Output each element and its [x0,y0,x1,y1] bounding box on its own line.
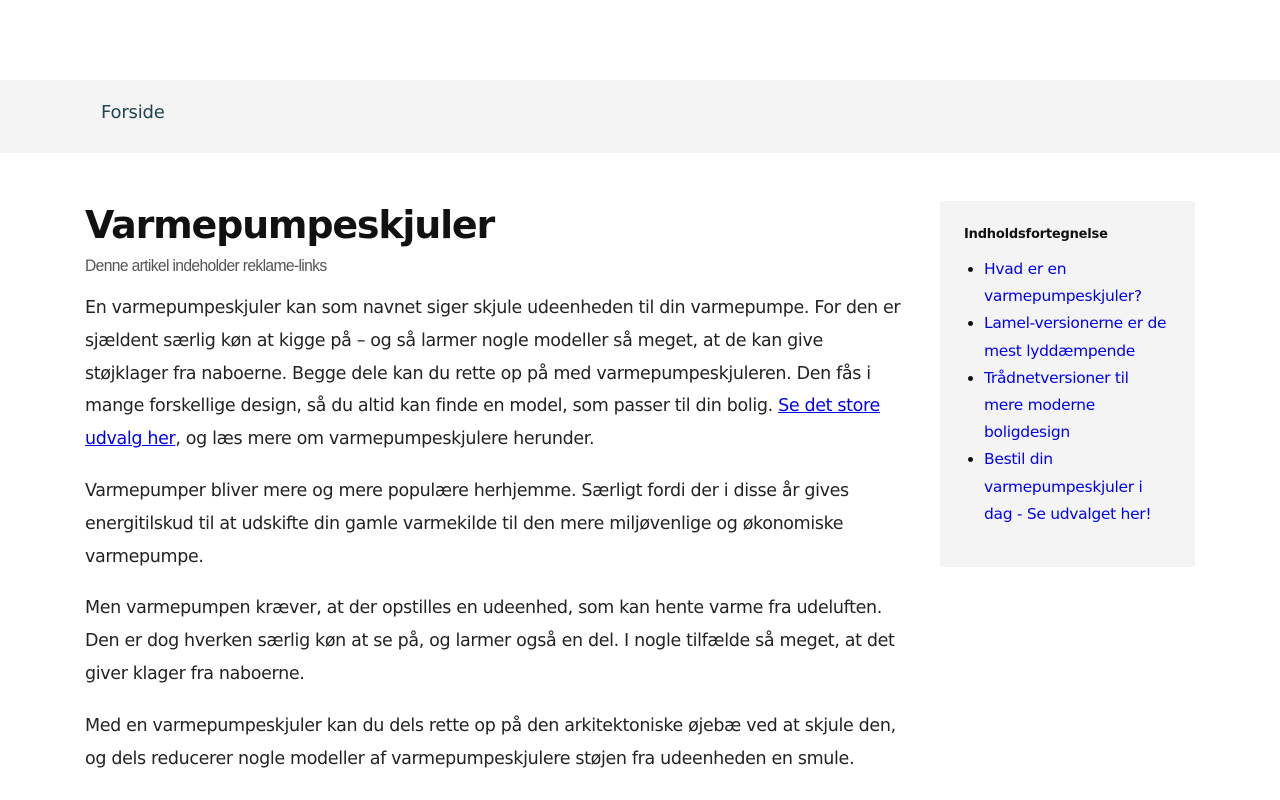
main-navigation [0,80,1280,153]
table-of-contents [940,201,1195,567]
top-header [0,0,1280,80]
toc-list [964,256,1171,528]
toc-link-lamel[interactable]: Lamel-versionerne er de mest lyddæmpende [984,314,1167,360]
intro-tail-text: , og læs mere om varmepumpeskjulere herunder. [175,429,595,450]
ad-disclaimer: Denne artikel indeholder reklame-links [85,256,327,275]
toc-title: Indholdsfortegnelse [964,227,1108,242]
toc-item [984,446,1171,528]
toc-item [984,310,1171,364]
toc-link-wire-mesh[interactable]: Trådnetversioner til mere moderne boligdesign [984,368,1129,442]
toc-item [984,256,1171,310]
page-title: Varmepumpeskjuler [85,203,495,247]
nav-home-link[interactable]: Forside [101,102,165,123]
toc-item [984,365,1171,447]
paragraph-4: Med en varmepumpeskjuler kan du dels rette op på den arkitektoniske øjebæ ved at skjule den, og dels reducerer nogle modeller af varmepumpeskjulere støjen fra udeenheden en smule. [85,715,896,769]
article-content [85,201,907,775]
toc-link-order[interactable]: Bestil din varmepumpeskjuler i dag - Se udvalget her! [984,450,1152,523]
toc-link-what-is[interactable]: Hvad er en varmepumpeskjuler? [984,260,1142,306]
intro-text: En varmepumpeskjuler kan som navnet siger skjule udeenheden til din varmepumpe. For den er sjældent særlig køn at kigge på – og så larmer nogle modeller så meget, at de kan give støjklager fra naboerne. Begge dele kan du rette op på med varmepumpeskjuleren. Den fås i mange forskellige design, så du altid kan finde en model, som passer til din bolig. [85,298,901,417]
paragraph-3: Men varmepumpen kræver, at der opstilles en udeenhed, som kan hente varme fra udeluften. Den er dog hverken særlig køn at se på, og larmer også en del. I nogle tilfælde så meget, at det giver klager fra naboerne. [85,598,895,684]
product-range-link[interactable]: Se det store udvalg her [85,396,880,450]
paragraph-2: Varmepumper bliver mere og mere populære herhjemme. Særligt fordi der i disse år gives energitilskud til at udskifte din gamle varmekilde til den mere miljøvenlige og økonomiske varmepumpe. [85,480,849,567]
intro-paragraph [85,292,907,456]
